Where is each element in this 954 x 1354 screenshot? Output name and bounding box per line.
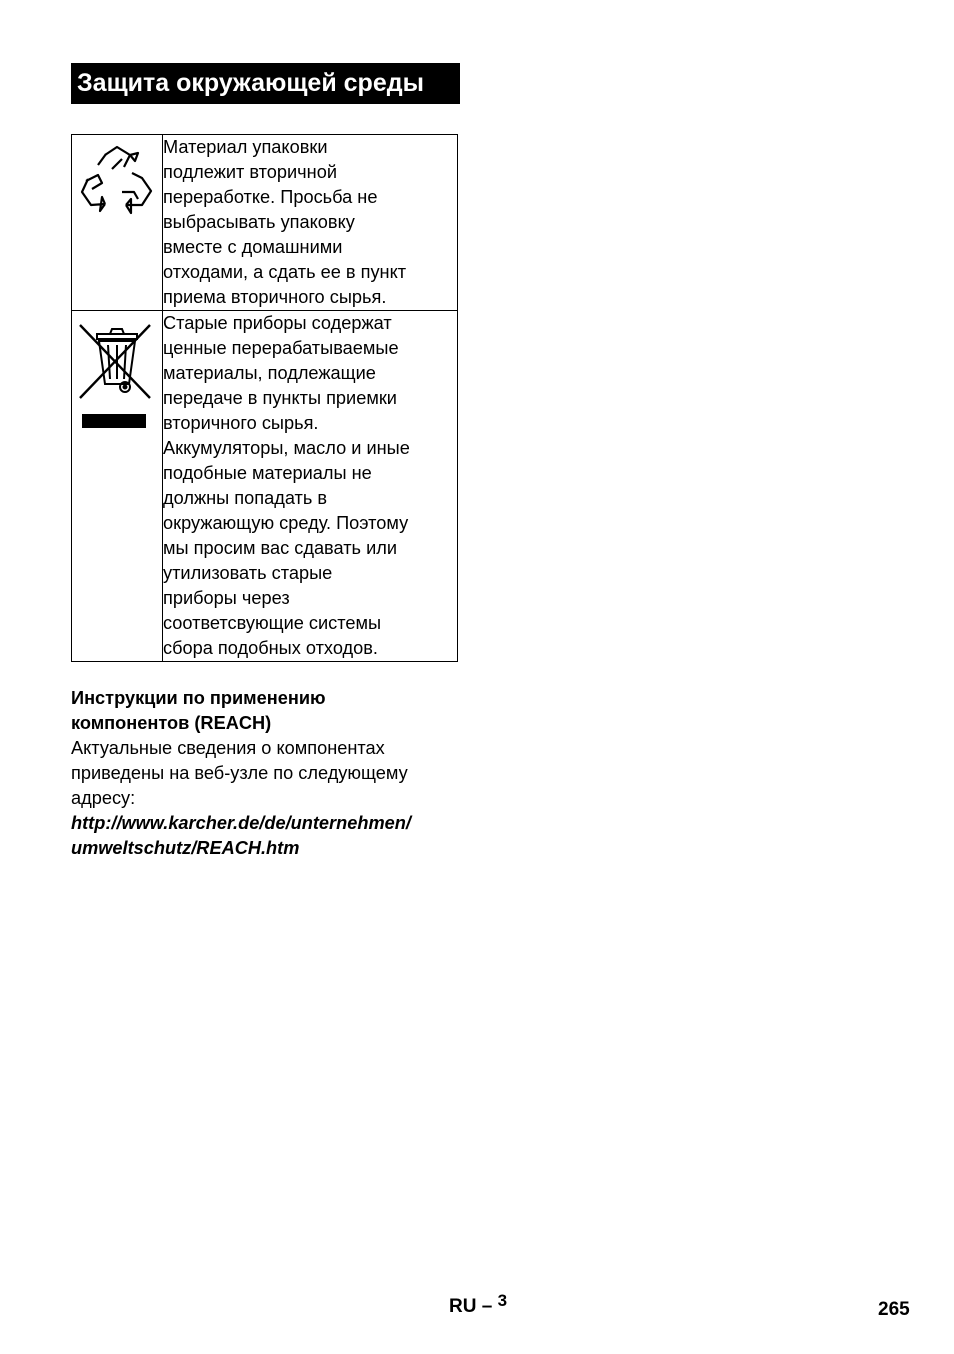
text-line: утилизовать старые xyxy=(163,563,333,583)
text-line: вместе с домашними xyxy=(163,237,343,257)
reach-url-line[interactable]: http://www.karcher.de/de/unternehmen/ xyxy=(71,813,411,833)
text-line: приборы через xyxy=(163,588,290,608)
text-line: подобные материалы не xyxy=(163,463,372,483)
crossed-bin-icon xyxy=(72,311,162,446)
reach-url-line[interactable]: umweltschutz/REACH.htm xyxy=(71,838,300,858)
reach-title-line: Инструкции по применению xyxy=(71,688,326,708)
text-line: Аккумуляторы, масло и иные xyxy=(163,438,410,458)
section-heading: Защита окружающей среды xyxy=(71,63,460,104)
footer-dash: – xyxy=(481,1296,493,1317)
text-line: мы просим вас сдавать или xyxy=(163,538,398,558)
reach-body-line: адресу: xyxy=(71,788,136,808)
table-row xyxy=(72,311,458,662)
reach-body xyxy=(71,736,471,811)
recycle-icon xyxy=(72,135,162,230)
reach-body-line: приведены на веб-узле по следующему xyxy=(71,763,408,783)
packaging-text xyxy=(163,135,458,311)
text-line: ценные перерабатываемые xyxy=(163,338,399,358)
reach-url-link[interactable] xyxy=(71,811,471,861)
text-line: должны попадать в xyxy=(163,488,328,508)
table-row xyxy=(72,135,458,311)
reach-title-line: компонентов (REACH) xyxy=(71,713,272,733)
text-line: Материал упаковки xyxy=(163,137,328,157)
text-line: передаче в пункты приемки xyxy=(163,388,397,408)
text-line: материалы, подлежащие xyxy=(163,363,376,383)
text-line: выбрасывать упаковку xyxy=(163,212,355,232)
text-line: соответсвующие системы xyxy=(163,613,382,633)
footer-section-page: 3 xyxy=(497,1291,508,1310)
text-line: приема вторичного сырья. xyxy=(163,287,387,307)
text-line: Старые приборы содержат xyxy=(163,313,392,333)
text-line: переработке. Просьба не xyxy=(163,187,378,207)
text-line: вторичного сырья. xyxy=(163,413,319,433)
text-line: окружающую среду. Поэтому xyxy=(163,513,409,533)
reach-body-line: Актуальные сведения о компонентах xyxy=(71,738,385,758)
footer-lang: RU xyxy=(449,1296,477,1317)
page-number: 265 xyxy=(878,1299,910,1320)
icon-cell xyxy=(72,135,163,311)
reach-title xyxy=(71,686,471,736)
text-line: сбора подобных отходов. xyxy=(163,638,378,658)
icon-cell xyxy=(72,311,163,662)
text-line: подлежит вторичной xyxy=(163,162,337,182)
text-line: отходами, а сдать ее в пункт xyxy=(163,262,407,282)
reach-section xyxy=(71,686,471,861)
footer-section-label xyxy=(449,1291,508,1318)
environment-table xyxy=(71,134,458,662)
old-appliances-text xyxy=(163,311,458,662)
